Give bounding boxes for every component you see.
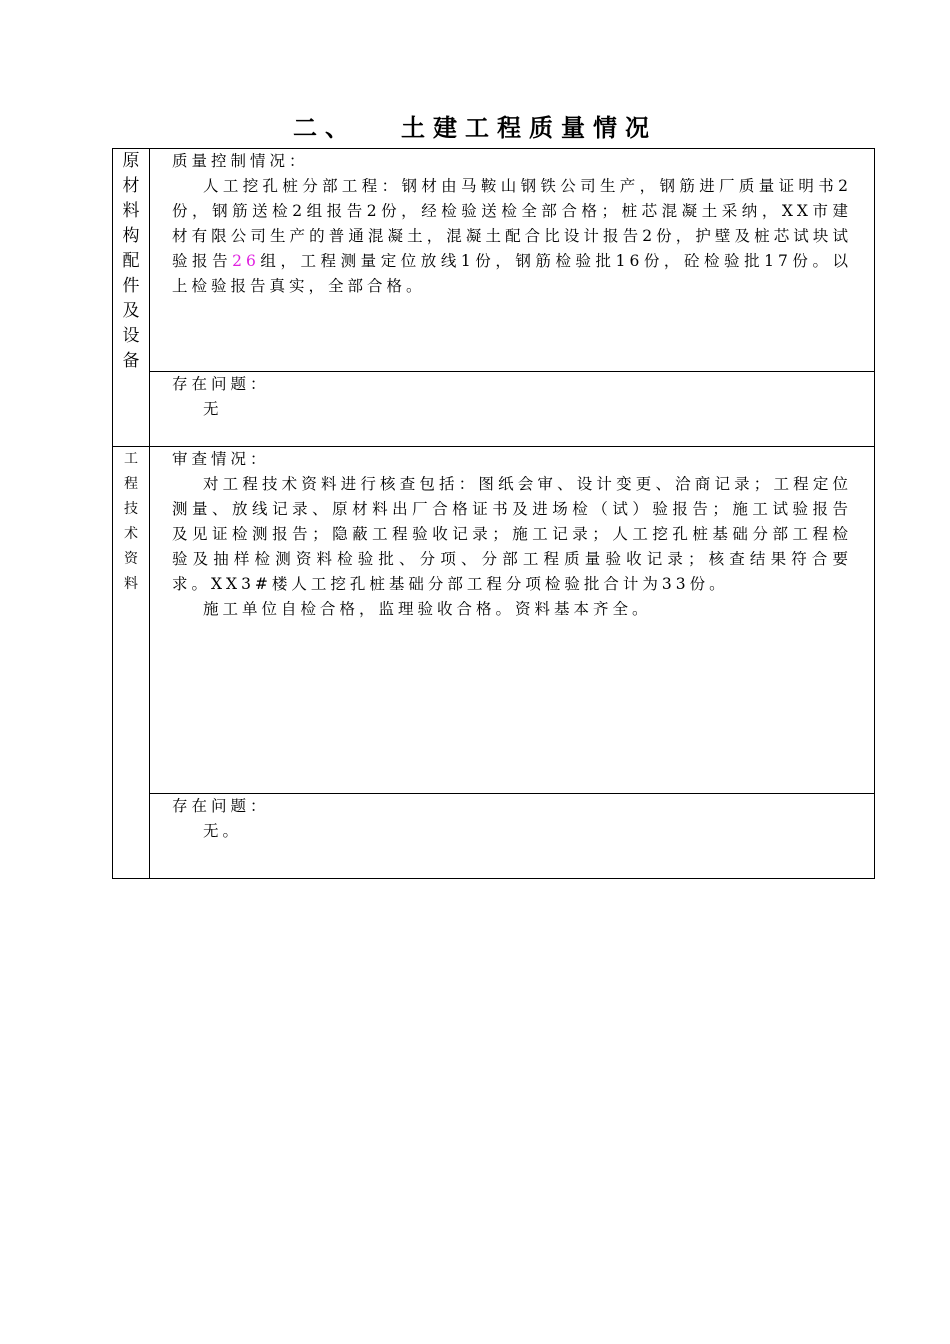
tech-docs-problem-cell bbox=[150, 794, 875, 879]
tech-docs-problem-text: 无。 bbox=[203, 822, 243, 840]
materials-problem-text: 无 bbox=[203, 400, 223, 418]
title-text: 土建工程质量情况 bbox=[401, 114, 657, 142]
review-body: 对工程技术资料进行核查包括：图纸会审、设计变更、洽商记录；工程定位测量、放线记录、原材料出厂合格证书及进场检（试）验报告；施工试验报告及见证检测报告；隐蔽工程验收记录；施工记录；人工挖孔桩基础分部工程检验及抽样检测资料检验批、分项、分部工程质量验收记录；核查结果符合要求。XX3#楼人工挖孔桩基础分部工程分项检验批合计为33份。 bbox=[172, 475, 852, 593]
quality-control-body: 人工挖孔桩分部工程：钢材由马鞍山钢铁公司生产，钢筋进厂质量证明书2份，钢筋送检2组报告2份，经检验送检全部合格；桩芯混凝土采纳，XX市建材有限公司生产的普通混凝土，混凝土配合比设计报告2份，护壁及桩芯试块试验报告26组，工程测量定位放线1份，钢筋检验批16份，砼检验批17份。以上检验报告真实，全部合格。 bbox=[172, 177, 852, 295]
side-label-materials-text: 原 材 料 构 配 件 及 设 备 bbox=[122, 151, 140, 371]
quality-report-table bbox=[112, 148, 875, 879]
review-cell bbox=[150, 447, 875, 794]
review-heading: 审查情况： bbox=[172, 450, 270, 468]
quality-control-cell bbox=[150, 149, 875, 372]
materials-problem-heading: 存在问题： bbox=[172, 375, 270, 393]
side-label-tech-docs-text: 工 程 技 术 资 料 bbox=[124, 451, 138, 592]
materials-problem-cell bbox=[150, 372, 875, 447]
side-label-tech-docs bbox=[113, 447, 150, 879]
side-label-materials bbox=[113, 149, 150, 447]
review-conclusion: 施工单位自检合格，监理验收合格。资料基本齐全。 bbox=[203, 600, 652, 618]
title-number: 二、 bbox=[293, 114, 357, 142]
tech-docs-problem-heading: 存在问题： bbox=[172, 797, 270, 815]
quality-control-heading: 质量控制情况： bbox=[172, 152, 309, 170]
highlight-number: 26 bbox=[232, 252, 260, 270]
page-title bbox=[0, 108, 950, 143]
